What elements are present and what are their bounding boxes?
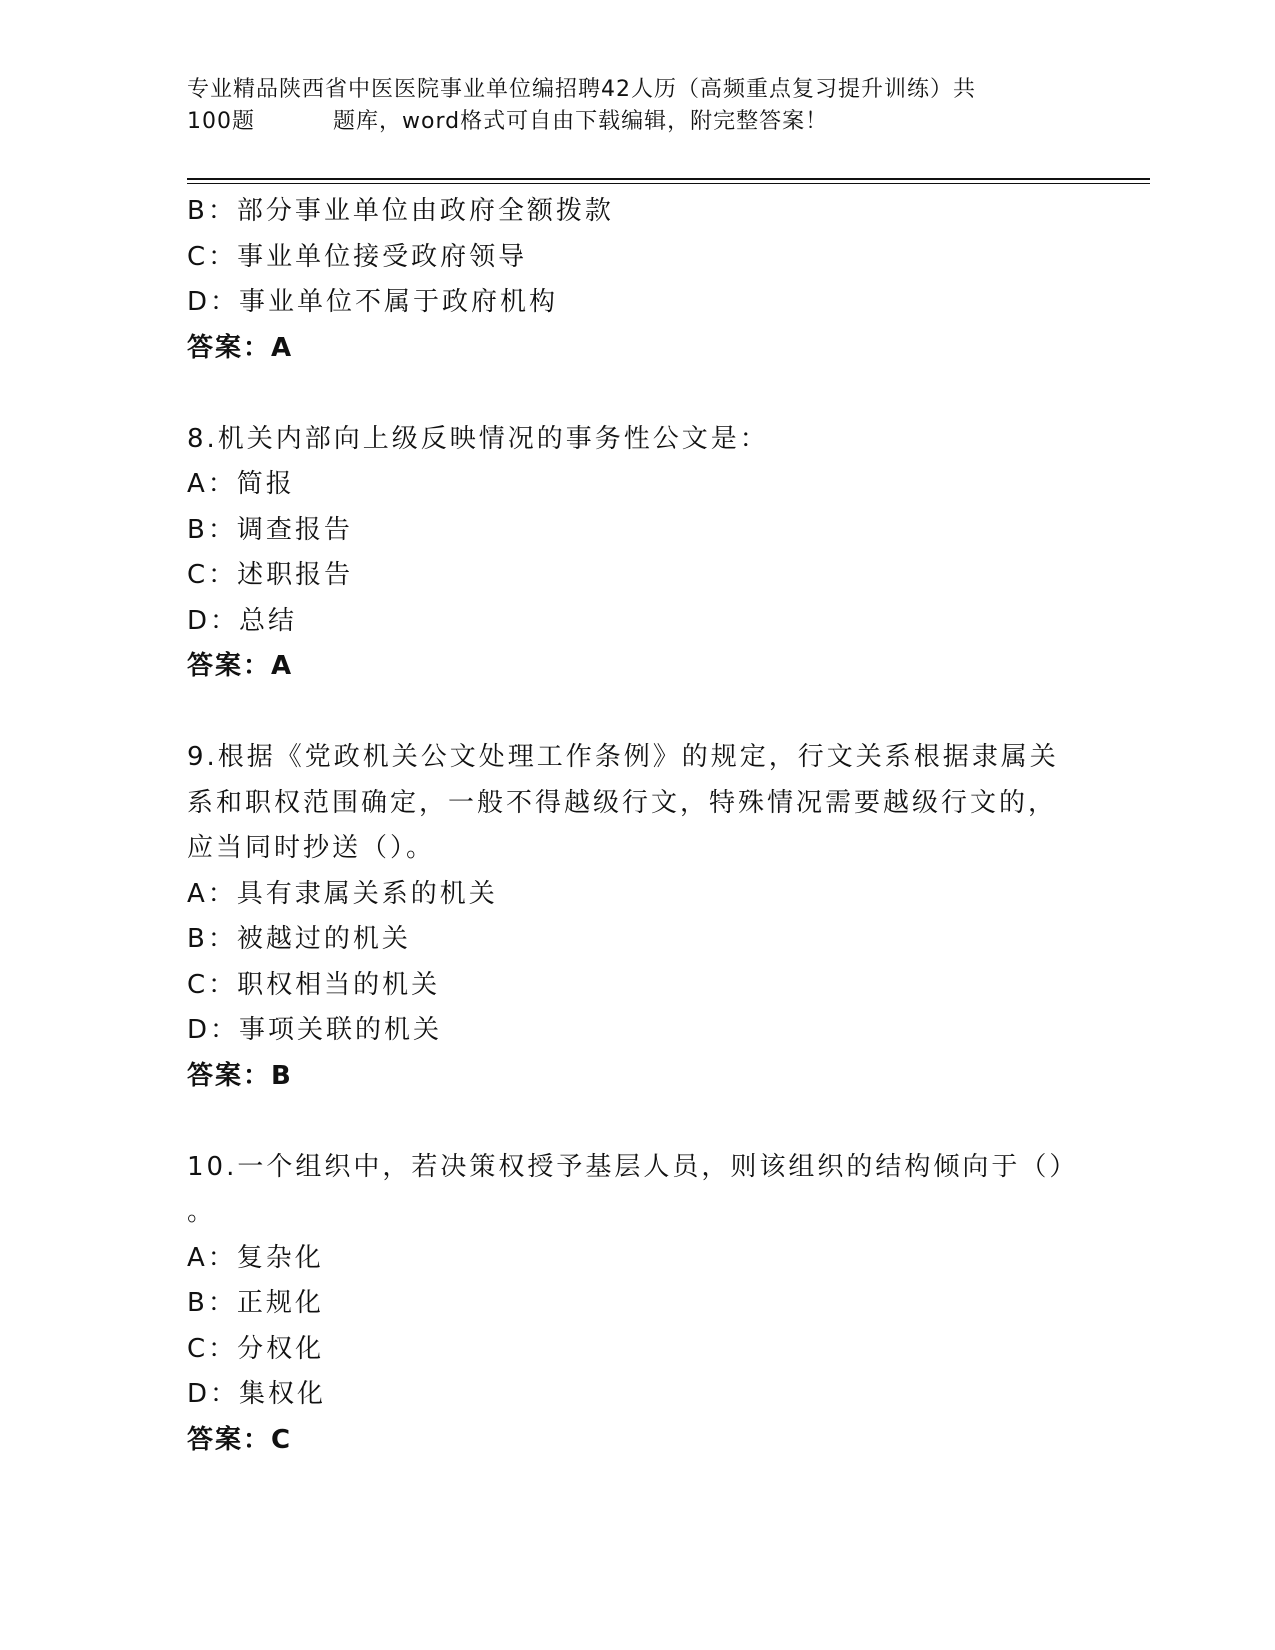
header-line-2 (187, 106, 1067, 138)
header-divider-thick (187, 178, 1150, 180)
header-count: 100题 (187, 109, 255, 134)
question-stem: 8.机关内部向上级反映情况的事务性公文是： (187, 423, 769, 454)
option-d: D：事业单位不属于政府机构 (187, 287, 559, 317)
question-previous (187, 189, 1087, 371)
option-b: B：被越过的机关 (187, 924, 411, 954)
answer-label: 答案：B (187, 1060, 293, 1091)
option-c: C：述职报告 (187, 560, 354, 590)
header-description: 题库，word格式可自由下载编辑，附完整答案！ (333, 109, 829, 134)
option-b: B：调查报告 (187, 514, 353, 545)
question-8 (187, 417, 1087, 690)
option-d: D：事项关联的机关 (187, 1015, 443, 1045)
option-c: C：事业单位接受政府领导 (187, 241, 528, 272)
answer-label: 答案：C (187, 1424, 293, 1455)
question-stem-line-3: 应当同时抄送（）。 (187, 833, 436, 863)
option-a: A：复杂化 (187, 1242, 324, 1273)
question-stem-line-2: 系和职权范围确定，一般不得越级行文，特殊情况需要越级行文的， (187, 787, 1058, 818)
option-c: C：职权相当的机关 (187, 969, 441, 1000)
question-10 (187, 1145, 1087, 1464)
question-9 (187, 735, 1087, 1099)
option-d: D：总结 (187, 605, 298, 636)
option-a: A：简报 (187, 469, 295, 499)
question-stem-line-1: 9.根据《党政机关公文处理工作条例》的规定，行文关系根据隶属关 (187, 742, 1059, 772)
header-divider-thin (187, 183, 1150, 184)
question-stem-line-2: 。 (187, 1197, 217, 1227)
option-a: A：具有隶属关系的机关 (187, 878, 498, 909)
header-line-1: 专业精品陕西省中医医院事业单位编招聘42人历（高频重点复习提升训练）共 (187, 77, 976, 102)
document-header (187, 74, 1067, 138)
option-b: B：正规化 (187, 1288, 324, 1318)
option-b: B：部分事业单位由政府全额拨款 (187, 196, 614, 226)
answer-label: 答案：A (187, 332, 294, 363)
option-c: C：分权化 (187, 1333, 325, 1364)
question-stem-line-1: 10.一个组织中，若决策权授予基层人员，则该组织的结构倾向于（） (187, 1151, 1079, 1182)
answer-label: 答案：A (187, 651, 294, 681)
option-d: D：集权化 (187, 1379, 327, 1409)
question-list (187, 189, 1087, 1463)
